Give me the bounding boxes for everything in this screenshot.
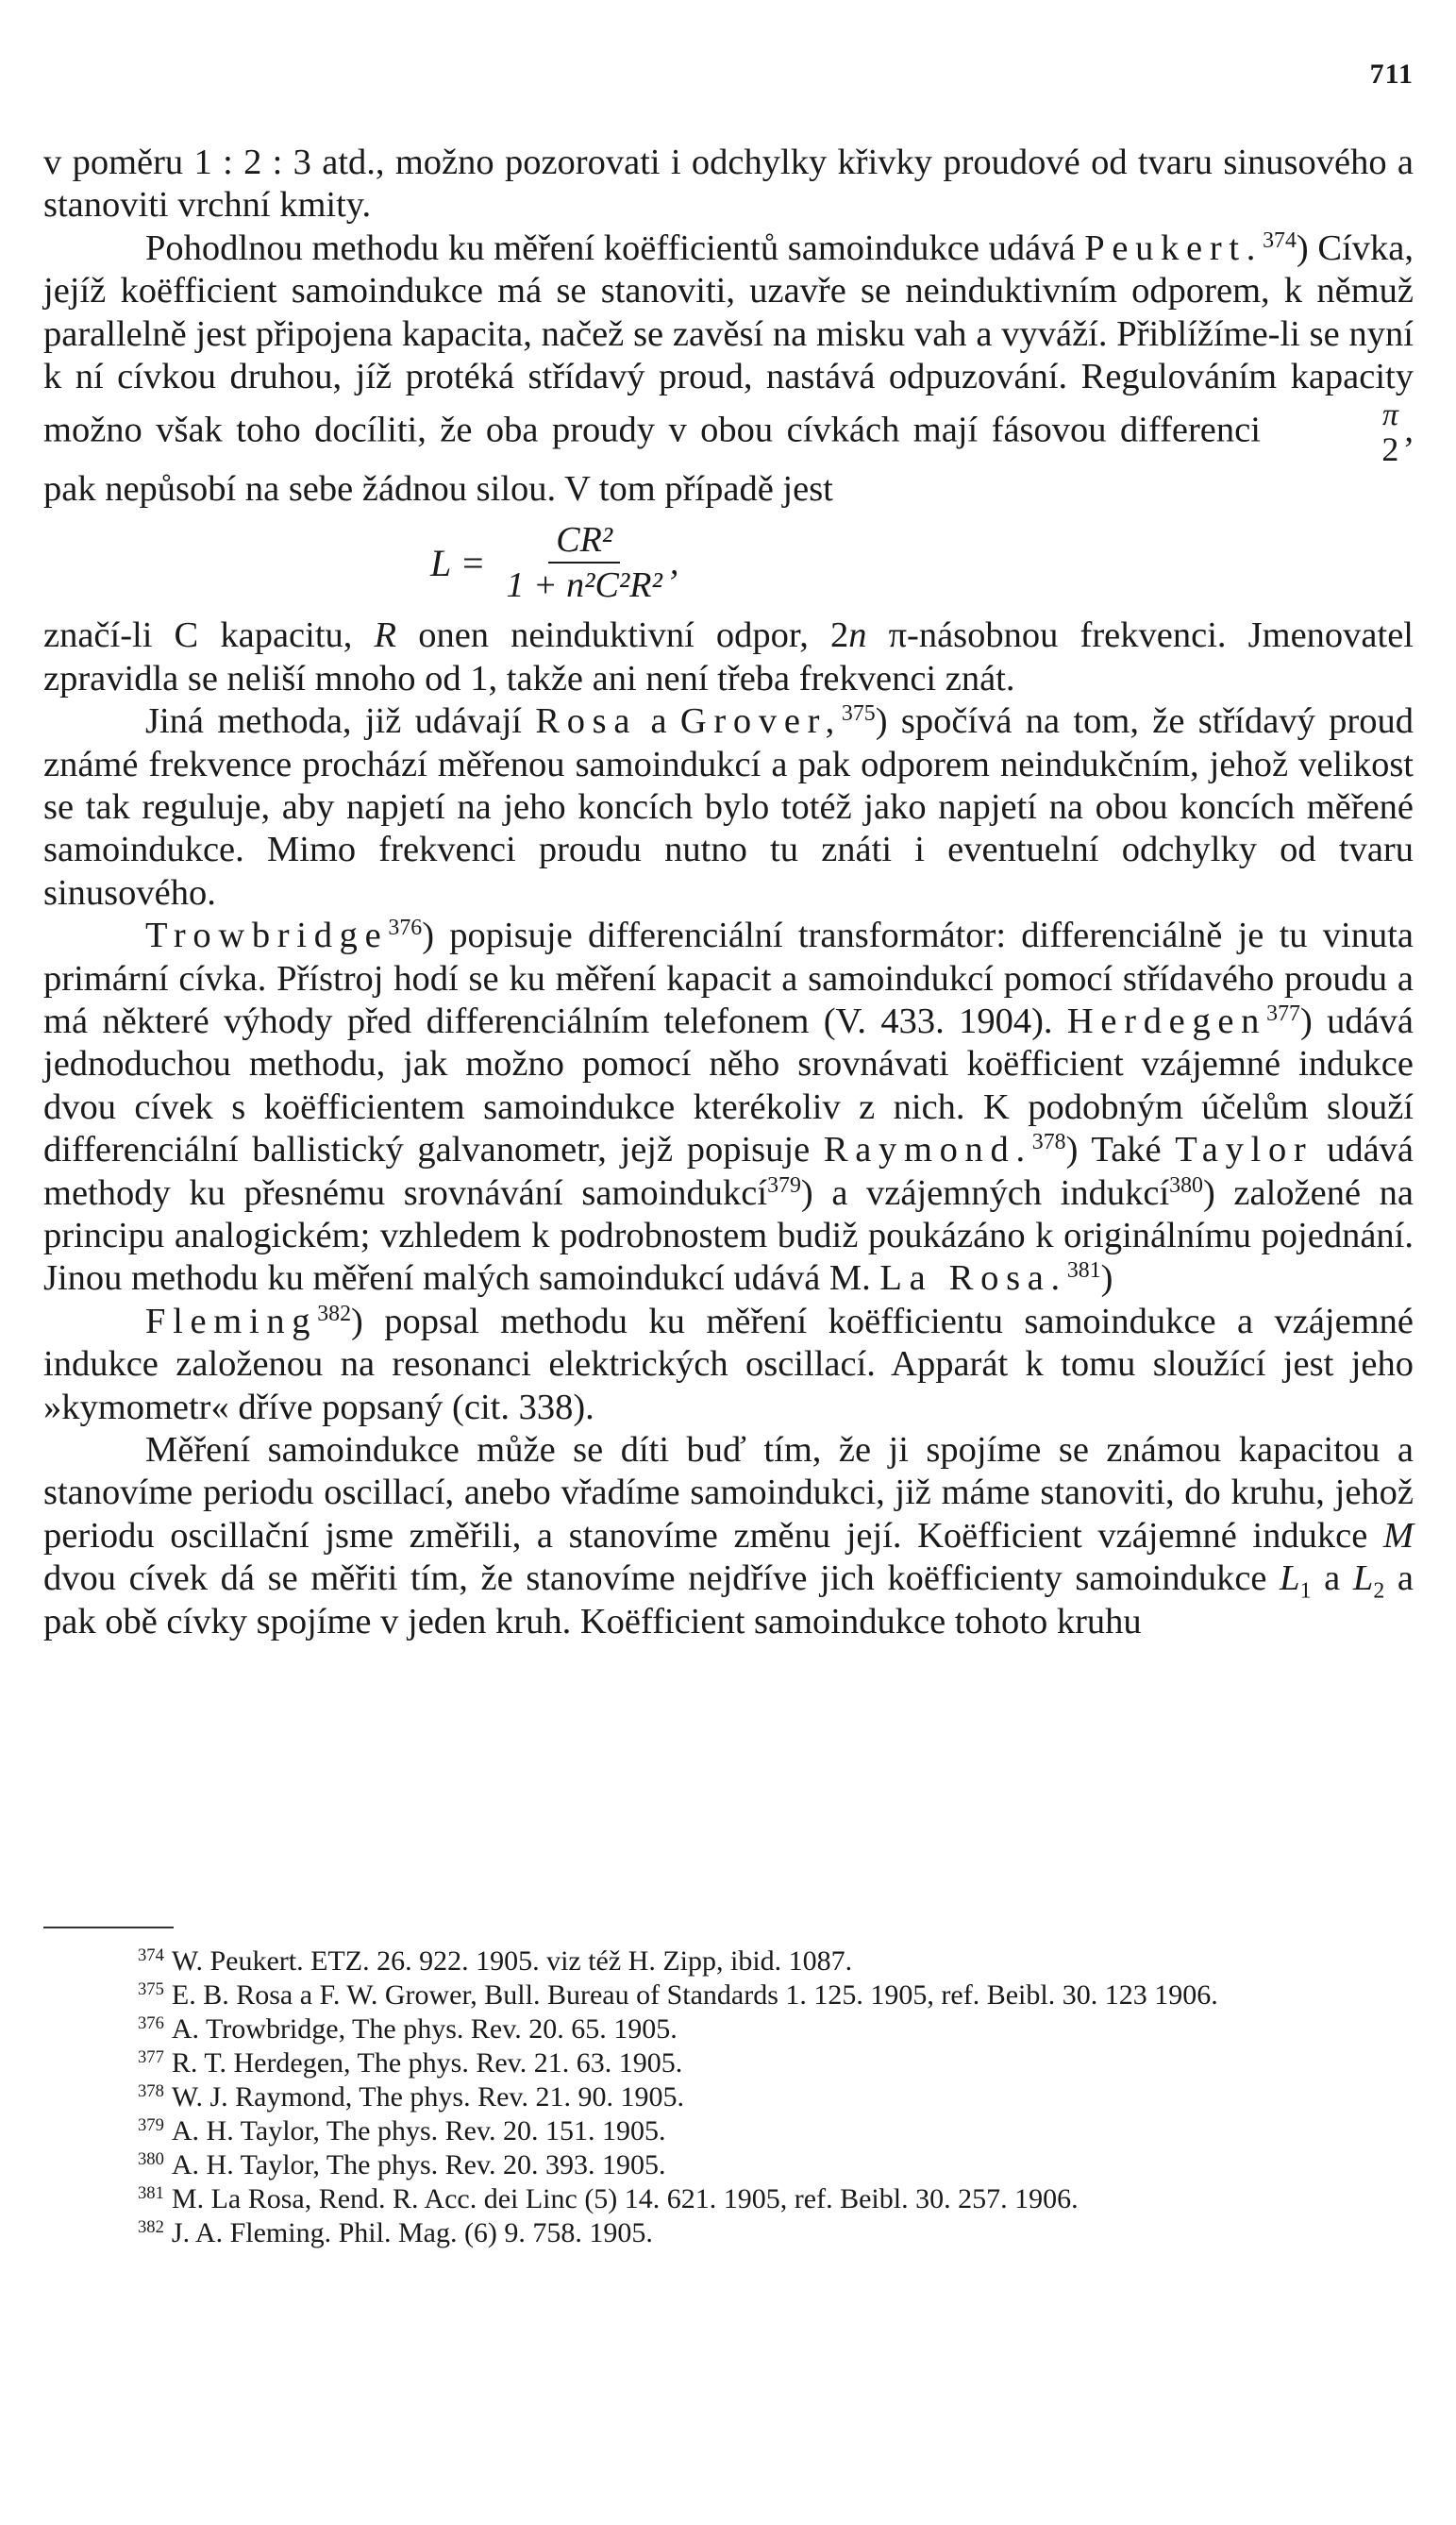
paragraph-3 — [43, 700, 1414, 915]
footnote-author: W. Peukert. — [171, 1945, 304, 1977]
symbol-l2: L — [1352, 1558, 1374, 1599]
footnote-text: Phil. Mag. (6) 9. 758. 1905. — [331, 2217, 653, 2248]
footnote-378 — [43, 2080, 1414, 2114]
text-run: ) Cívka, jejíž koëfficient samoindukce má se stanoviti, uzavře se neinduktivním odporem, k němuž parallelně jest připojena kapacita, načež se zavěsí na misku vah a vyváží. Přiblížíme-li se nyní k ní cívkou druhou, jíž protéká střídavý proud, nastává odpuzování. Regulováním kapacity možno však toho docíliti, že oba proudy v obou cívkách mají fásovou differenci — [43, 227, 1414, 451]
footnote-number: 380 — [138, 2148, 164, 2169]
footnote-number: 379 — [138, 2114, 164, 2135]
footnote-375 — [43, 1978, 1414, 2012]
author-trowbridge: Trowbridge — [145, 916, 389, 956]
text-run: , pak nepůsobí na sebe žádnou silou. V tom případě jest — [43, 411, 1414, 509]
footnote-number: 374 — [138, 1944, 164, 1965]
footnote-author: M. La Rosa, — [171, 2183, 312, 2214]
author-herdegen: Herdegen — [1066, 1001, 1267, 1041]
footnote-374 — [43, 1944, 1414, 1978]
inline-fraction-pi-over-2 — [1280, 398, 1398, 467]
footnote-380 — [43, 2148, 1414, 2182]
footnote-ref-378: 378 — [1031, 1130, 1066, 1155]
author-raymond: Raymond. — [823, 1130, 1032, 1170]
author-fleming: Fleming — [145, 1301, 318, 1341]
footnote-text: The phys. Rev. 20. 65. 1905. — [345, 2013, 678, 2045]
text-run: a pak obě cívky spojíme v jeden kruh. Koëfficient samoindukce tohoto kruhu — [43, 1558, 1414, 1641]
main-text — [43, 142, 1414, 1643]
page-number: 711 — [1369, 59, 1414, 90]
symbol-r: R — [374, 615, 397, 656]
subscript-1: 1 — [1299, 1578, 1312, 1604]
footnote-text: Rend. R. Acc. dei Linc (5) 14. 621. 1905, ref. Beibl. 30. 257. 1906. — [311, 2183, 1079, 2214]
footnote-divider — [43, 1927, 174, 1928]
text-run: a — [1311, 1558, 1353, 1599]
equation-numerator: CR² — [548, 518, 620, 564]
text-run: ) Také — [1065, 1130, 1162, 1170]
equation-lhs: L = — [430, 541, 486, 584]
footnote-ref-375: 375 — [841, 701, 876, 727]
paragraph-6 — [43, 1429, 1414, 1643]
paragraph-peukert — [43, 227, 1414, 512]
text-run: ) popisuje differenciální transformátor: differenciálně je tu vinuta primární cívka. Přístroj hodí se ku měření kapacit a samoindukcí pomocí střídavého proudu a má některé výhody před differenciálním telefonem (V. 433. 1904). — [43, 916, 1414, 1041]
text-run: ) — [1100, 1258, 1113, 1299]
footnotes — [43, 1944, 1414, 2250]
footnote-author: W. J. Raymond, — [171, 2081, 353, 2113]
text-run: dvou cívek dá se měřiti tím, že stanovíme nejdříve jich koëfficienty samoindukce — [43, 1558, 1280, 1599]
footnote-ref-377: 377 — [1266, 1001, 1300, 1026]
text-run: udává methody ku přesnému srovnávání samoindukcí — [43, 1130, 1414, 1213]
equation-denominator: 1 + n²C²R² — [506, 565, 662, 606]
text-run: ) spočívá na tom, že střídavý proud známé frekvence prochází měřenou samoindukcí a pak odporem neindukčním, jehož velikost se tak reguluje, aby napjetí na jeho koncích bylo totéž jako napjetí na obou koncích měřené samoindukce. Mimo frekvenci proudu nutno tu znáti i eventuelní odchylky od tvaru sinusového. — [43, 701, 1414, 913]
footnote-text: The phys. Rev. 21. 63. 1905. — [350, 2047, 683, 2079]
text-run: a — [637, 701, 680, 742]
footnote-ref-376: 376 — [388, 916, 423, 941]
equation — [430, 518, 679, 607]
text-run: značí-li C kapacitu, — [43, 615, 375, 656]
footnote-number: 382 — [138, 2216, 164, 2237]
text-run: Pohodlnou methodu ku měření koëfficientů samoindukce udává — [145, 227, 1076, 268]
footnote-379 — [43, 2114, 1414, 2148]
author-rosa: Rosa — [535, 701, 638, 742]
footnote-text: The phys. Rev. 20. 393. 1905. — [319, 2149, 666, 2180]
footnote-376 — [43, 2012, 1414, 2046]
text-run: ) popsal methodu ku měření koëfficientu samoindukce a vzájemné indukce založenou na resonanci elektrických oscillací. Apparát k tomu sloužící jest jeho »kymometr« dříve popsaný (cit. 338). — [43, 1301, 1414, 1427]
footnote-number: 381 — [138, 2182, 164, 2203]
footnote-ref-374: 374 — [1263, 227, 1297, 253]
footnote-382 — [43, 2216, 1414, 2250]
footnote-ref-379: 379 — [767, 1172, 801, 1198]
footnote-ref-381: 381 — [1066, 1258, 1101, 1284]
paragraph-1: v poměru 1 : 2 : 3 atd., možno pozorovati i odchylky křivky proudové od tvaru sinusového a stanoviti vrchní kmity. — [43, 143, 1414, 226]
footnote-author: R. T. Herdegen, — [171, 2047, 351, 2079]
footnote-author: J. A. Fleming. — [171, 2217, 332, 2248]
footnote-number: 375 — [138, 1978, 164, 1999]
equation-comma: , — [669, 542, 679, 582]
footnote-text: ETZ. 26. 922. 1905. viz též H. Zipp, ibid. 1087. — [303, 1945, 853, 1977]
text-run: π-násobnou frekvenci. Jmenovatel zpravidla se neliší mnoho od 1, takže ani není třeba frekvenci znát. — [43, 615, 1414, 699]
subscript-2: 2 — [1373, 1578, 1385, 1604]
fraction-numerator: π — [1381, 397, 1398, 433]
text-run: ) a vzájemných indukcí — [800, 1172, 1170, 1213]
footnote-381 — [43, 2182, 1414, 2216]
author-taylor: Taylor — [1175, 1130, 1314, 1170]
footnote-author: A. H. Taylor, — [171, 2115, 320, 2146]
symbol-n: n — [848, 615, 867, 656]
footnote-author: E. B. Rosa a F. W. Grower, — [171, 1979, 477, 2011]
footnote-author: A. H. Taylor, — [171, 2149, 320, 2180]
equation-block — [43, 511, 1414, 614]
footnote-377 — [43, 2046, 1414, 2080]
text-run: Měření samoindukce může se díti buď tím, že ji spojíme se známou kapacitou a stanovíme periodu oscillací, anebo vřadíme samoindukci, již máme stanoviti, do kruhu, jehož periodu oscillační jsme změřili, a stanovíme změnu její. Koëfficient vzájemné indukce — [43, 1430, 1414, 1556]
symbol-l1: L — [1280, 1558, 1300, 1599]
paragraph-5 — [43, 1301, 1414, 1429]
author-peukert: Peukert. — [1084, 227, 1264, 268]
equation-fraction — [499, 518, 670, 607]
symbol-m: M — [1382, 1515, 1414, 1556]
text-run: onen neinduktivní odpor, 2 — [396, 615, 849, 656]
text-run: ) udává jednoduchou methodu, jak možno pomocí něho srovnávati koëfficient vzájemné indukce dvou cívek s koëfficientem samoindukce kterékoliv z nich. K podobným účelům slouží differenciální ballistický galvanometr, jejž popisuje — [43, 1001, 1414, 1170]
footnote-text: The phys. Rev. 20. 151. 1905. — [319, 2115, 666, 2146]
paragraph-2 — [43, 614, 1414, 700]
footnote-text: The phys. Rev. 21. 90. 1905. — [352, 2081, 684, 2113]
footnote-number: 377 — [138, 2046, 164, 2067]
text-run: Jiná methoda, již udávají — [145, 701, 536, 742]
author-grover: Grover, — [679, 701, 842, 742]
text-run: ) založené na principu analogickém; vzhledem k podrobnostem budiž poukázáno k originálnímu pojednání. Jinou methodu ku měření malých samoindukcí udává M. — [43, 1172, 1414, 1299]
footnote-number: 376 — [138, 2012, 164, 2033]
fraction-denominator: 2 — [1381, 430, 1399, 469]
footnote-ref-382: 382 — [317, 1301, 352, 1326]
author-la-rosa: La Rosa. — [879, 1258, 1067, 1299]
footnote-ref-380: 380 — [1169, 1172, 1203, 1198]
footnote-number: 378 — [138, 2080, 164, 2101]
footnote-text: Bull. Bureau of Standards 1. 125. 1905, ref. Beibl. 30. 123 1906. — [477, 1979, 1218, 2011]
footnote-author: A. Trowbridge, — [171, 2013, 346, 2045]
paragraph-4 — [43, 915, 1414, 1301]
